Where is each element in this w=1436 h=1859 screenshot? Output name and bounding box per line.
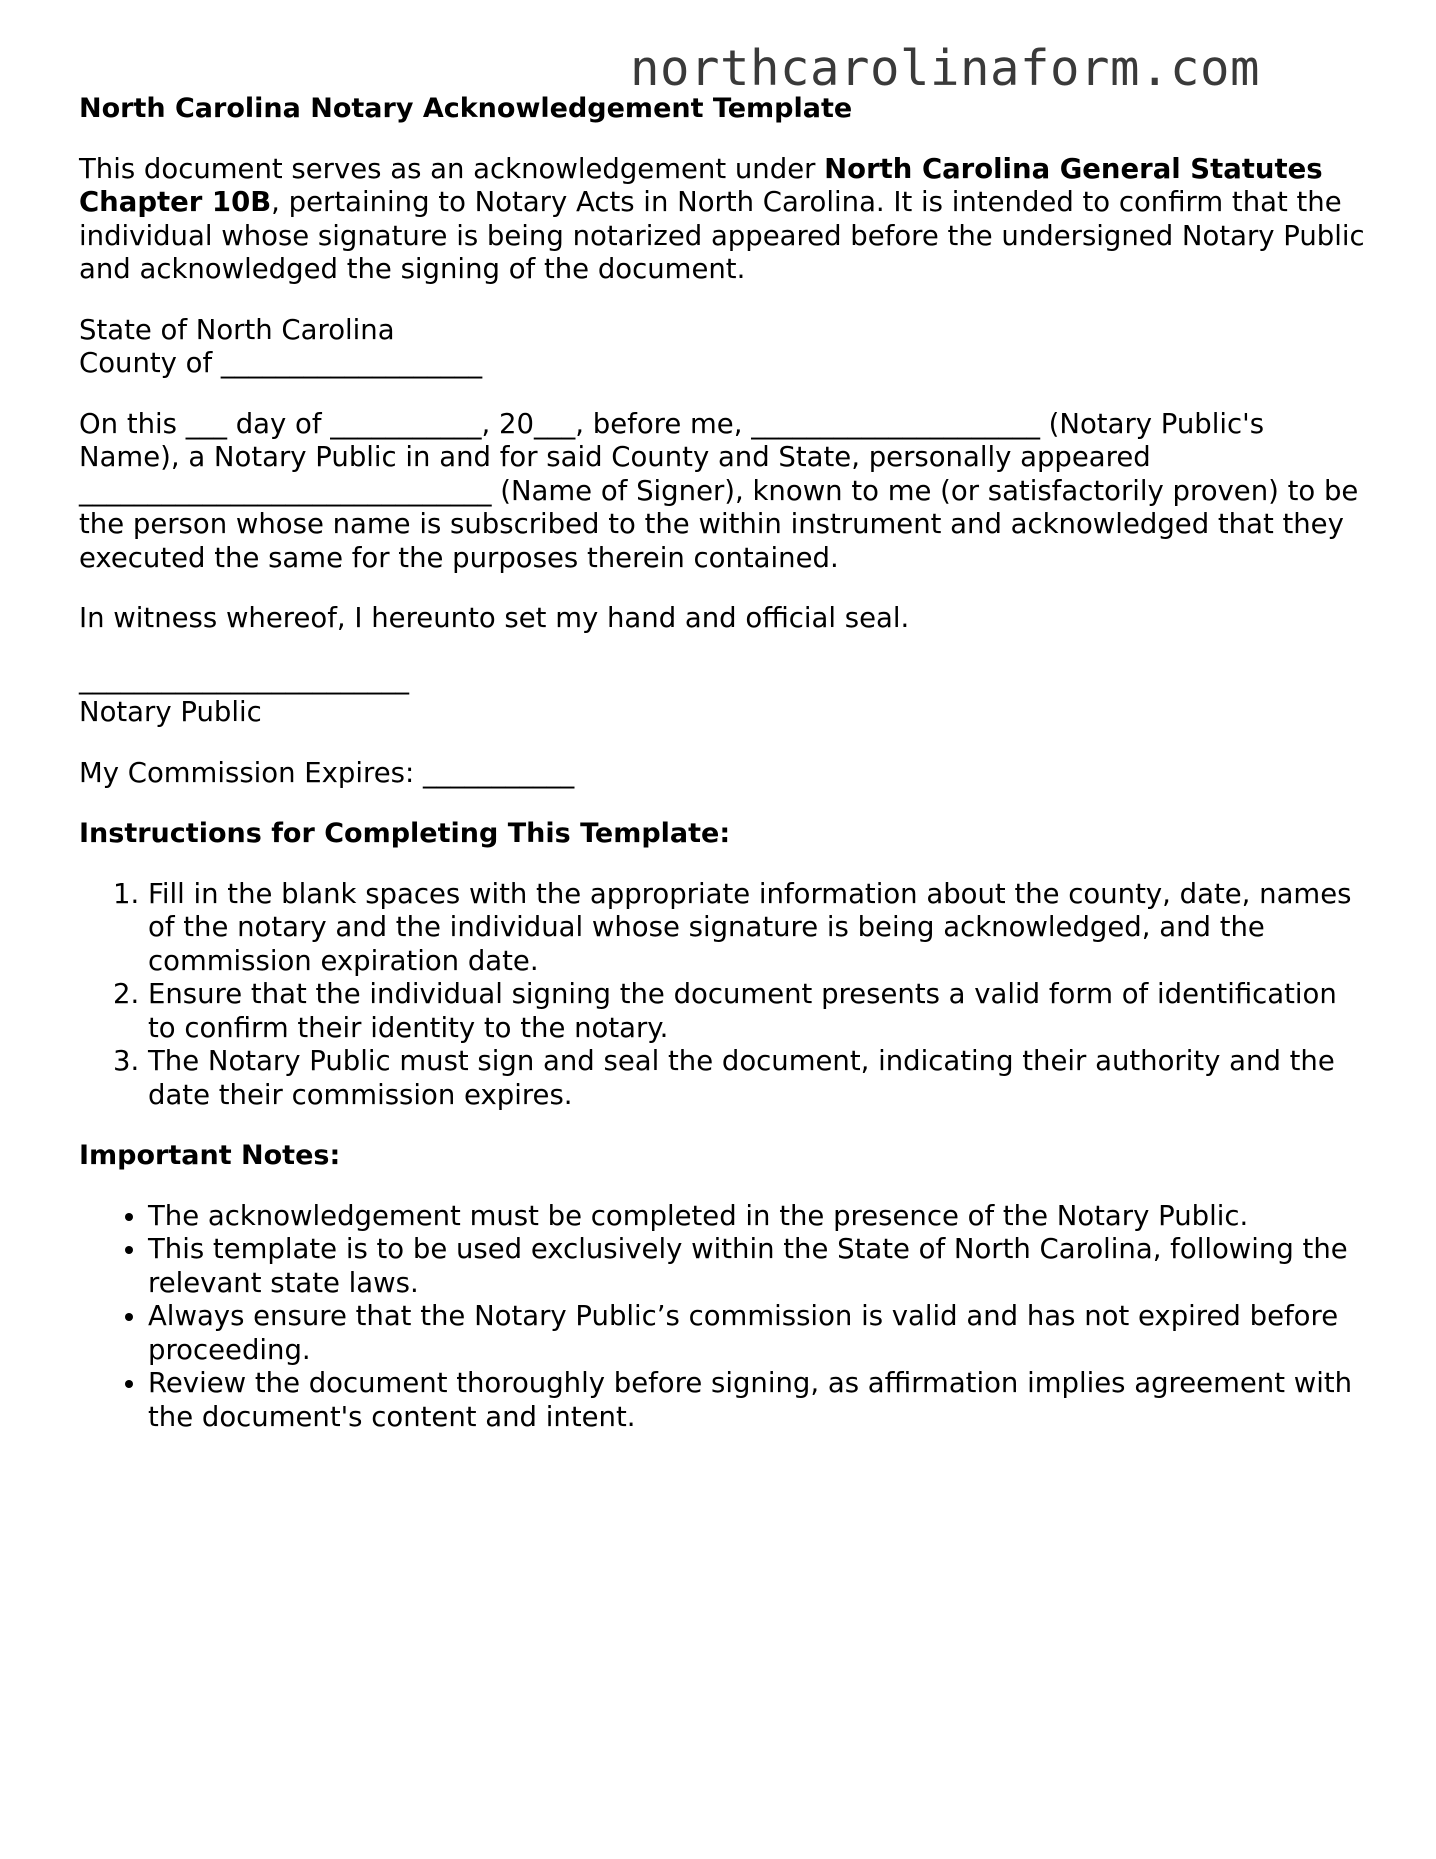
signature-label: Notary Public: [79, 696, 262, 728]
list-item: • Always ensure that the Notary Public’s commission is valid and has not expired before proceeding.: [148, 1300, 1369, 1367]
intro-paragraph: [79, 153, 1369, 287]
commission-expiry: My Commission Expires: ___________: [79, 756, 575, 789]
notes-heading: Important Notes:: [79, 1140, 341, 1171]
venue-block: [79, 314, 1369, 381]
list-item: 3. The Notary Public must sign and seal the document, indicating their authority and the date their commission expires.: [148, 1045, 1369, 1112]
statute-reference: North Carolina General Statutes Chapter 10B: [79, 152, 1323, 218]
instructions-heading: Instructions for Completing This Template:: [79, 818, 731, 849]
list-item: • This template is to be used exclusively within the State of North Carolina, following the relevant state laws.: [148, 1233, 1369, 1300]
list-item: • Review the document thoroughly before signing, as affirmation implies agreement with the document's content and intent.: [148, 1367, 1369, 1434]
list-item: 2. Ensure that the individual signing the document presents a valid form of identification to confirm their identity to the notary.: [148, 978, 1369, 1045]
venue-state: State of North Carolina: [79, 313, 395, 346]
list-item: 1. Fill in the blank spaces with the appropriate information about the county, date, names of the notary and the individual whose signature is being acknowledged, and the commission expiration date.: [148, 878, 1369, 979]
signature-line: ________________________: [79, 662, 409, 695]
instructions-list: [79, 878, 1369, 1113]
intro-suffix: , pertaining to Notary Acts in North Carolina. It is intended to confirm that the individual whose signature is being notarized appeared before the undersigned Notary Public and acknowledged the signing of the document.: [79, 186, 1365, 285]
notes-list: [79, 1200, 1369, 1435]
document-body: [79, 92, 1369, 1461]
venue-county: County of ___________________: [79, 347, 483, 379]
list-item: • The acknowledgement must be completed in the presence of the Notary Public.: [148, 1200, 1369, 1234]
witness-statement: In witness whereof, I hereunto set my hand and official seal.: [79, 602, 910, 634]
intro-prefix: This document serves as an acknowledgement under: [79, 152, 825, 185]
signature-block: [79, 663, 1369, 730]
acknowledgement-paragraph: On this ___ day of ___________, 20___, before me, _____________________ (Notary Public's Name), a Notary Public in and for said County and State, personally appeared ______________________________ (Name of Signer), known to me (or satisfactorily proven) to be the person whose name is subscribed to the within instrument and acknowledged that they executed the same for the purposes therein contained.: [79, 407, 1359, 574]
site-watermark: northcarolinaform.com: [630, 40, 1261, 97]
document-title: North Carolina Notary Acknowledgement Template: [79, 93, 853, 124]
